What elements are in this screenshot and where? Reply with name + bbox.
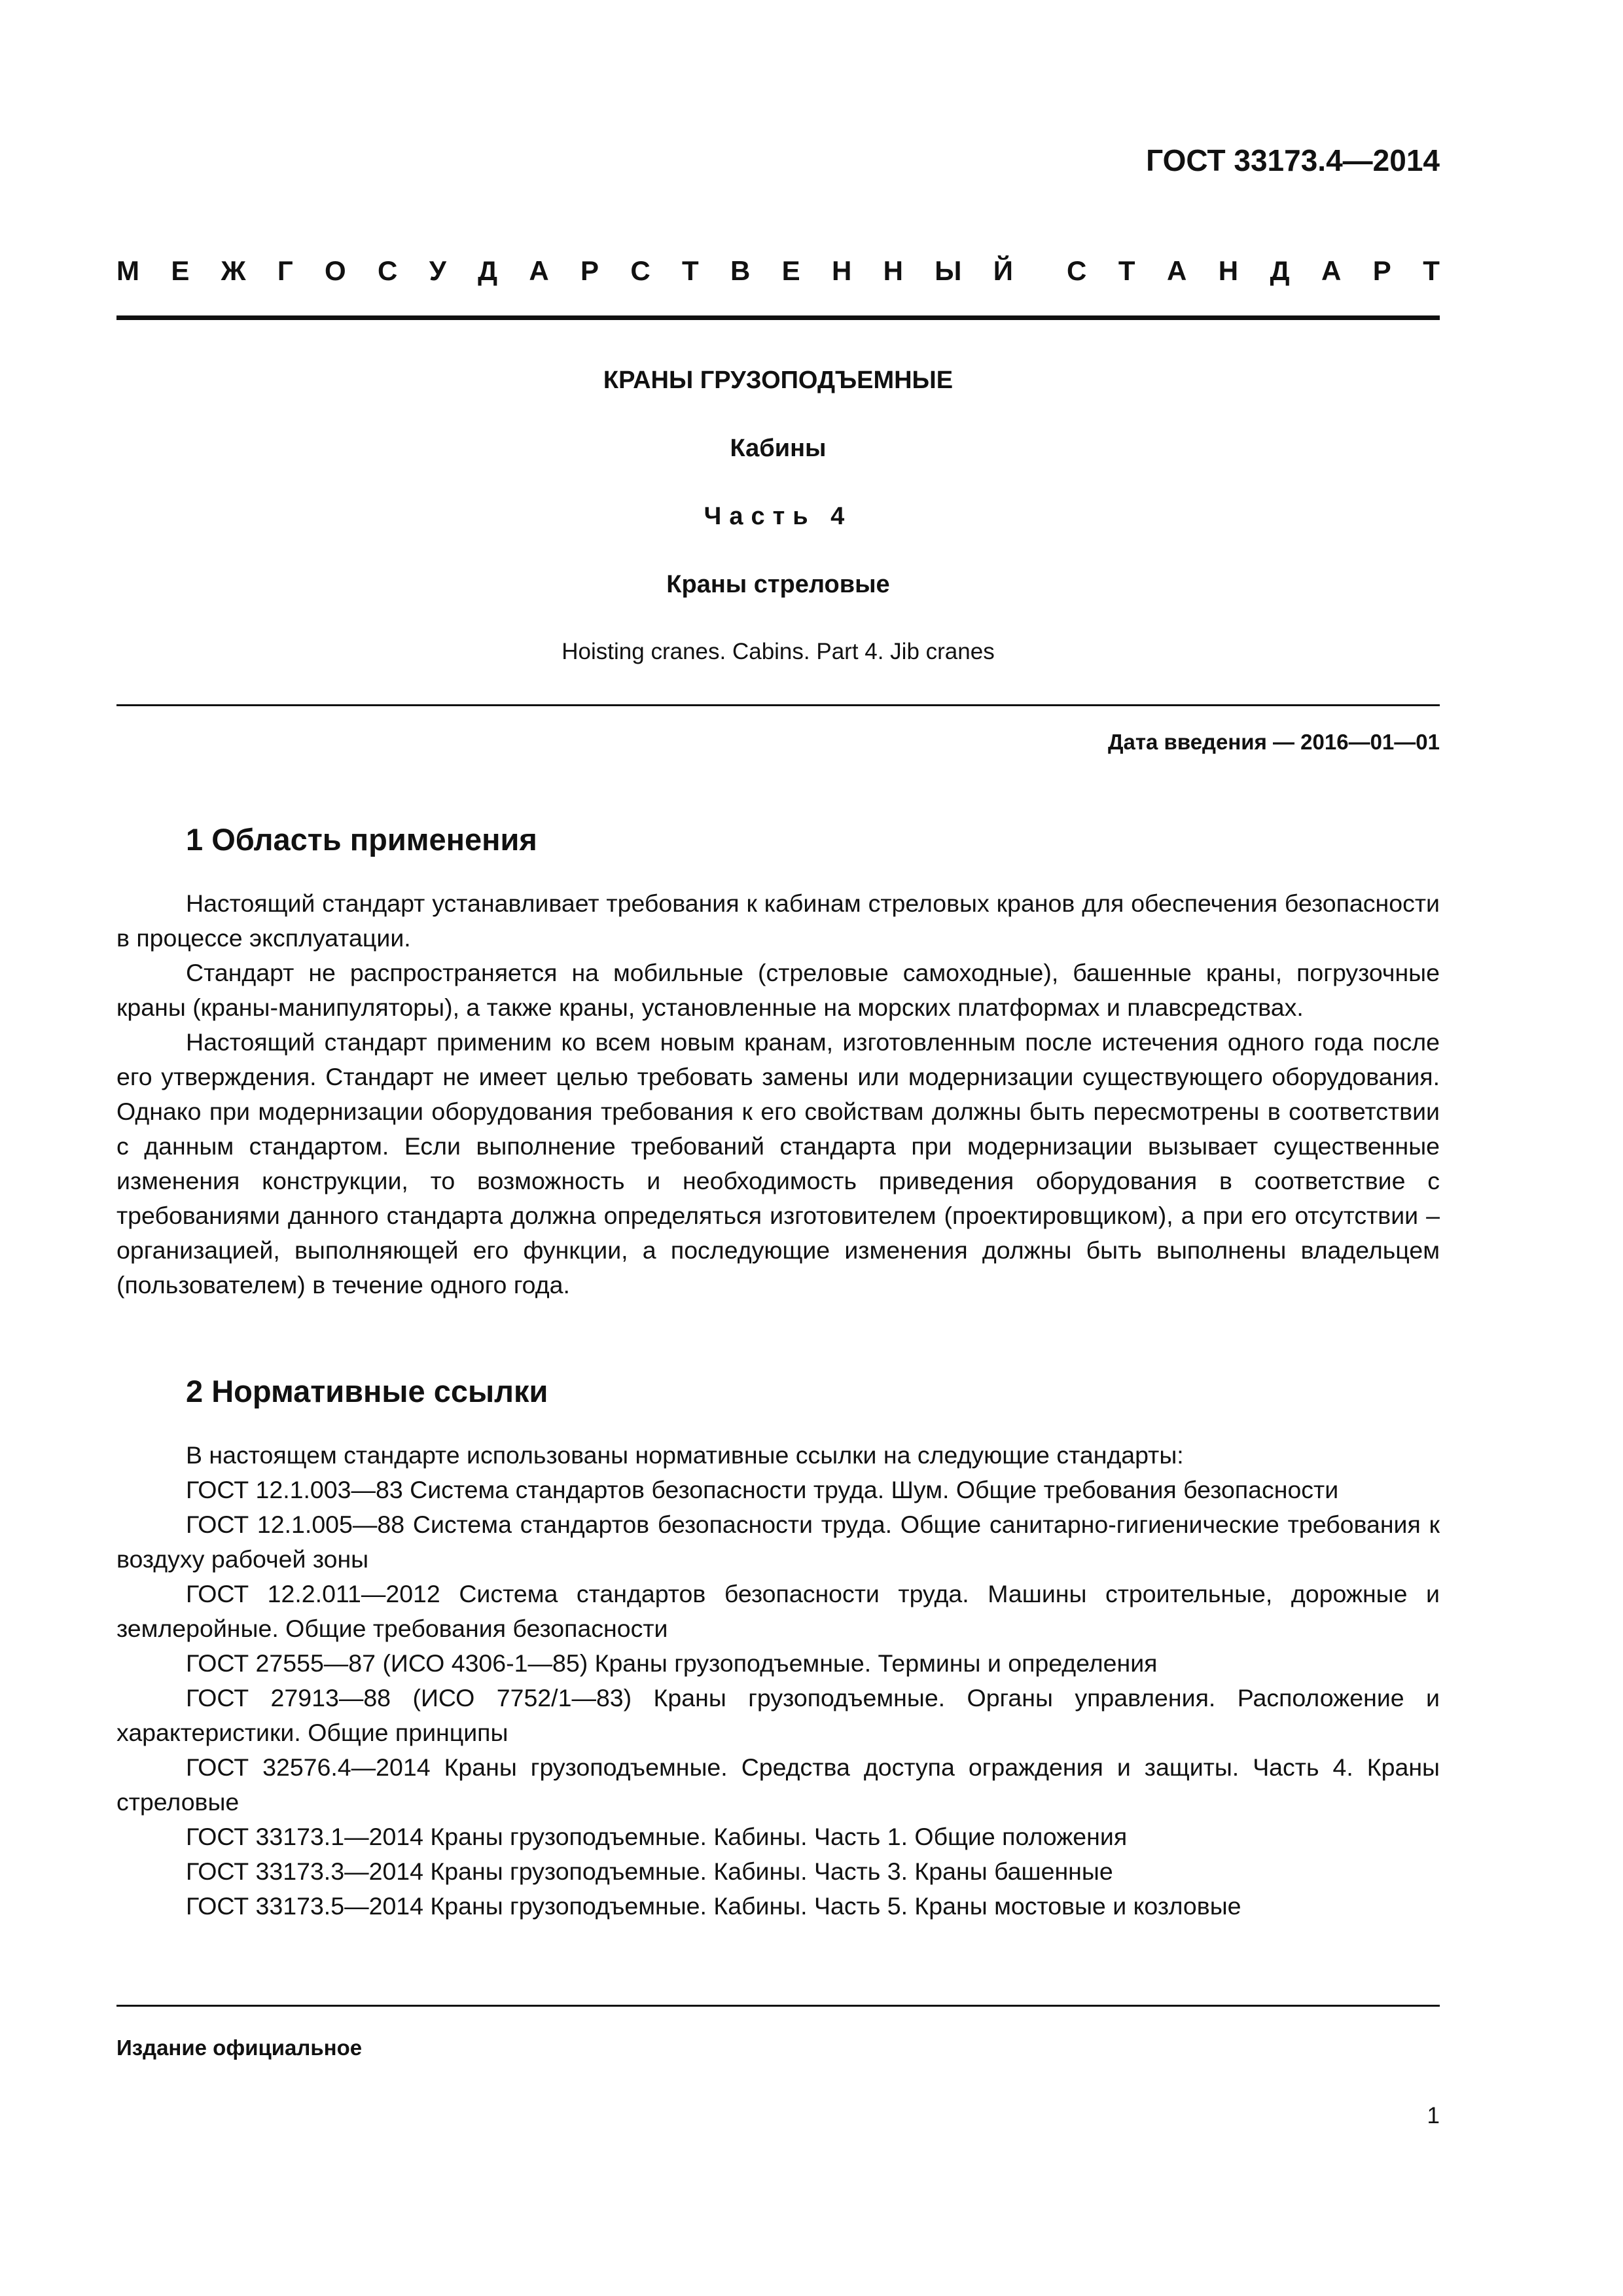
reference-item: ГОСТ 33173.5—2014 Краны грузоподъемные. Кабины. Часть 5. Краны мостовые и козловые [186,1892,1241,1920]
reference-item: ГОСТ 33173.3—2014 Краны грузоподъемные. Кабины. Часть 3. Краны башенные [186,1857,1113,1885]
part-label: Часть 4 [704,503,853,530]
banner-letter: А [529,255,549,286]
banner-letter: Г [277,255,293,286]
reference-item: ГОСТ 33173.1—2014 Краны грузоподъемные. Кабины. Часть 1. Общие положения [186,1823,1128,1850]
reference-item: ГОСТ 27555—87 (ИСО 4306-1—85) Краны грузоподъемные. Термины и определения [186,1649,1158,1677]
standard-type-word-interstate [116,255,1013,287]
banner-letter: А [1321,255,1342,286]
banner-letter: О [325,255,346,286]
reference-item: ГОСТ 32576.4—2014 Краны грузоподъемные. Средства доступа ограждения и защиты. Часть 4. Краны стреловые [116,1753,1440,1816]
banner-letter: Й [993,255,1013,286]
section-heading-scope: 1 Область применения [186,822,537,857]
english-title: Hoisting cranes. Cabins. Part 4. Jib cranes [562,639,995,664]
standard-type-word-standard [1067,255,1440,287]
title-divider [116,704,1440,706]
banner-letter: Е [781,255,800,286]
document-subtitle: Кабины [730,435,827,462]
page-number: 1 [1427,2103,1440,2128]
banner-letter: Т [682,255,699,286]
banner-letter: Н [831,255,852,286]
banner-letter: Н [883,255,903,286]
reference-item: ГОСТ 12.2.011—2012 Система стандартов безопасности труда. Машины строительные, дорожные и землеройные. Общие требования безопасности [116,1580,1440,1642]
paragraph: Стандарт не распространяется на мобильные (стреловые самоходные), башенные краны, погрузочные краны (краны-манипуляторы), а также краны, установленные на морских платформах и плавсредствах. [116,959,1440,1021]
paragraph: Настоящий стандарт применим ко всем новым кранам, изготовленным после истечения одного года после его утверждения. Стандарт не имеет целью требовать замены или модернизации существующего оборудования. Однако при модернизации оборудования требования к его свойствам должны быть пересмотрены в соответствии с данным стандартом. Если выполнение требований стандарта при модернизации вызывает существенные изменения конструкции, то возможность и необходимость приведения оборудования в соответствие с требованиями данного стандарта должна определяться изготовителем (проектировщиком), а при его отсутствии – организацией, выполняющей его функции, а последующие изменения должны быть выполнены владельцем (пользователем) в течение одного года. [116,1028,1440,1299]
edition-label: Издание официальное [116,2036,363,2060]
gost-number: ГОСТ 33173.4—2014 [1146,143,1440,177]
banner-letter: У [429,255,446,286]
section-heading-references: 2 Нормативные ссылки [186,1374,548,1408]
header-divider [116,315,1440,320]
standard-type-banner [116,255,1440,287]
introduction-date: Дата введения — 2016—01—01 [1108,730,1440,754]
banner-letter: Ы [935,255,962,286]
banner-letter: Н [1218,255,1239,286]
banner-letter: М [116,255,139,286]
banner-letter: А [1166,255,1187,286]
document-title: КРАНЫ ГРУЗОПОДЪЕМНЫЕ [603,367,954,394]
banner-letter: С [1067,255,1087,286]
banner-letter: Д [478,255,498,286]
banner-letter: Р [580,255,599,286]
banner-letter: Д [1270,255,1290,286]
banner-letter: Е [171,255,190,286]
banner-letter: С [630,255,651,286]
reference-item: ГОСТ 12.1.003—83 Система стандартов безопасности труда. Шум. Общие требования безопасности [186,1476,1339,1503]
section-body-scope [116,886,1440,1302]
banner-letter: С [378,255,398,286]
paragraph: В настоящем стандарте использованы нормативные ссылки на следующие стандарты: [186,1441,1184,1469]
reference-item: ГОСТ 27913—88 (ИСО 7752/1—83) Краны грузоподъемные. Органы управления. Расположение и характеристики. Общие принципы [116,1684,1440,1746]
banner-letter: Т [1423,255,1440,286]
part-title: Краны стреловые [666,571,890,598]
banner-letter: Ж [221,255,246,286]
paragraph: Настоящий стандарт устанавливает требования к кабинам стреловых кранов для обеспечения безопасности в процессе эксплуатации. [116,889,1440,952]
banner-letter: В [730,255,751,286]
footer-divider [116,2005,1440,2007]
banner-letter: Т [1118,255,1135,286]
banner-letter: Р [1372,255,1391,286]
section-body-references [116,1438,1440,1924]
reference-item: ГОСТ 12.1.005—88 Система стандартов безопасности труда. Общие санитарно-гигиенические требования к воздуху рабочей зоны [116,1511,1440,1573]
